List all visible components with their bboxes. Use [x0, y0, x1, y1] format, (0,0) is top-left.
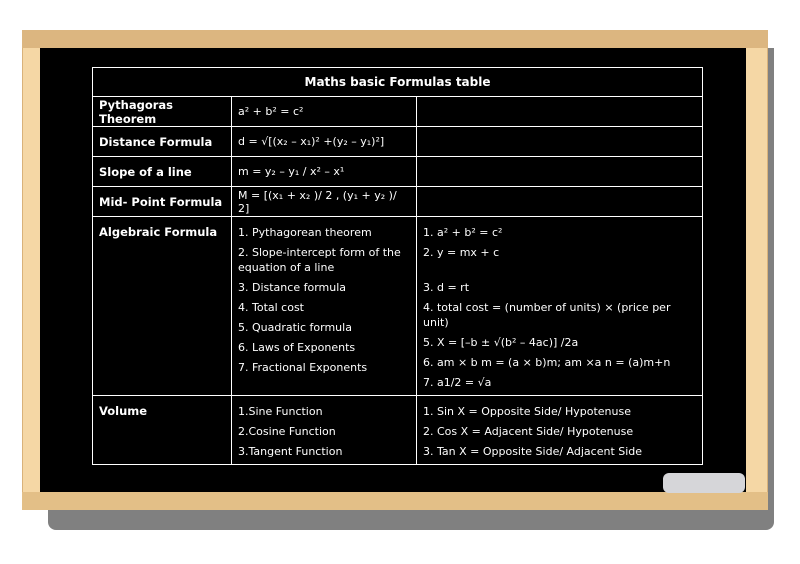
list-item: 1.Sine Function [238, 405, 323, 418]
row-extra [417, 187, 703, 217]
list-item: 3. d = rt [423, 281, 470, 294]
list-item: 2. Cos X = Adjacent Side/ Hypotenuse [423, 425, 634, 438]
chalk-eraser [663, 473, 745, 493]
list-item: 5. X = [–b ± √(b² – 4ac)] /2a [423, 336, 579, 349]
algebraic-items [232, 217, 417, 396]
list-item: 4. total cost = (number of units) × (price per unit) [423, 301, 671, 329]
volume-formulas [417, 396, 703, 465]
table-row-algebraic [93, 217, 703, 396]
row-formula: m = y₂ – y₁ / x² – x¹ [232, 157, 417, 187]
list-item: 3.Tangent Function [238, 445, 343, 458]
row-formula: a² + b² = c² [232, 97, 417, 127]
table-row [93, 97, 703, 127]
row-name: Slope of a line [93, 157, 232, 187]
list-item: 2. y = mx + c [423, 246, 500, 259]
table-row [93, 157, 703, 187]
table-row-volume [93, 396, 703, 465]
frame-top [22, 30, 768, 48]
table-row [93, 127, 703, 157]
list-item: 1. Pythagorean theorem [238, 226, 372, 239]
list-item: 2. Slope-intercept form of the equation of a line [238, 246, 401, 274]
list-item: 1. a² + b² = c² [423, 226, 503, 239]
table-title: Maths basic Formulas table [93, 68, 703, 97]
list-item: 6. am × b m = (a × b)m; am ×a n = (a)m+n [423, 356, 671, 369]
row-name: Volume [93, 396, 232, 465]
list-item: 6. Laws of Exponents [238, 341, 356, 354]
list-item: 5. Quadratic formula [238, 321, 352, 334]
list-item: 4. Total cost [238, 301, 304, 314]
table-row [93, 187, 703, 217]
formulas-table [92, 67, 703, 465]
algebraic-formulas [417, 217, 703, 396]
volume-items [232, 396, 417, 465]
row-formula: M = [(x₁ + x₂ )/ 2 , (y₁ + y₂ )/ 2] [232, 187, 417, 217]
list-item: 3. Tan X = Opposite Side/ Adjacent Side [423, 445, 643, 458]
row-name: Algebraic Formula [93, 217, 232, 396]
list-item: 7. a1/2 = √a [423, 376, 492, 389]
frame-bottom [22, 492, 768, 510]
list-item: 3. Distance formula [238, 281, 347, 294]
row-formula: d = √[(x₂ – x₁)² +(y₂ – y₁)²] [232, 127, 417, 157]
list-item: 7. Fractional Exponents [238, 361, 368, 374]
list-item: 2.Cosine Function [238, 425, 336, 438]
row-extra [417, 157, 703, 187]
row-name: Mid- Point Formula [93, 187, 232, 217]
list-item: 1. Sin X = Opposite Side/ Hypotenuse [423, 405, 631, 418]
row-extra [417, 97, 703, 127]
row-name: Distance Formula [93, 127, 232, 157]
row-extra [417, 127, 703, 157]
row-name: Pythagoras Theorem [93, 97, 232, 127]
